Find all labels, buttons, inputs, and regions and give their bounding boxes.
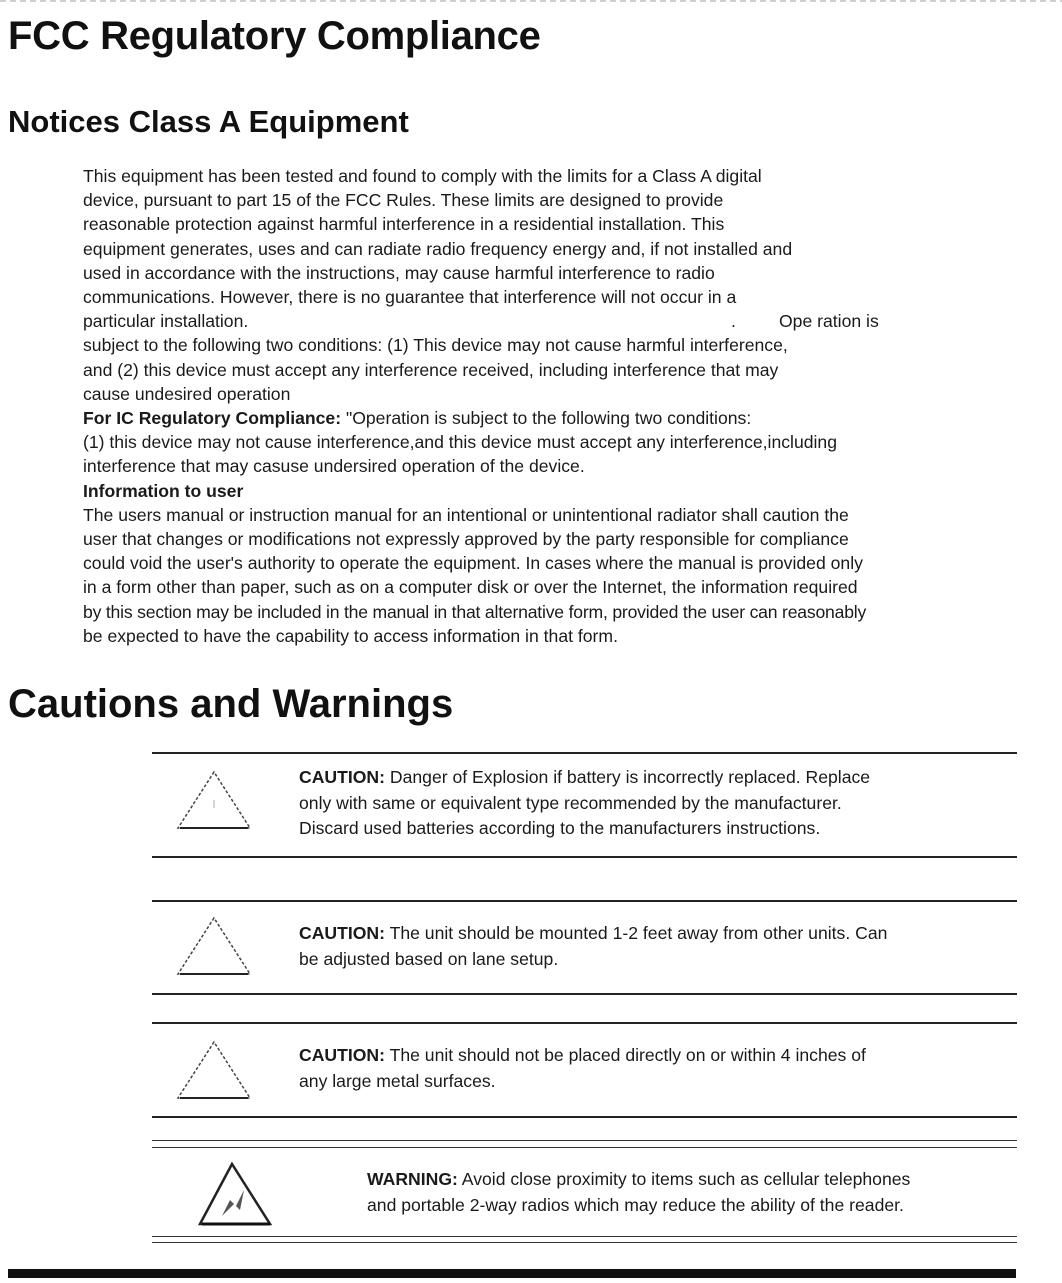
caution-triangle-icon [174, 1036, 254, 1104]
fcc-line: equipment generates, uses and can radiate radio frequency energy and, if not installed and [83, 238, 793, 259]
fcc-line: and (2) this device must accept any interference received, including interference that may [83, 359, 779, 380]
notice-bottom-rule [152, 993, 1017, 995]
fcc-line: cause undesired operation [83, 383, 291, 404]
info-line: The users manual or instruction manual for an intentional or unintentional radiator shall caution the [83, 504, 849, 525]
info-line: could void the user's authority to operate the equipment. In cases where the manual is provided only [83, 553, 863, 574]
notice-top-rule [152, 752, 1017, 754]
footer-rule [8, 1269, 1016, 1278]
top-border-rule [0, 0, 1062, 2]
info-line: in a form other than paper, such as on a computer disk or over the Internet, the information required [83, 577, 858, 598]
caution-notice-battery [152, 752, 1017, 860]
ic-compliance-label: For IC Regulatory Compliance: [83, 408, 342, 429]
fcc-line-operation: Ope ration is [779, 311, 879, 332]
notice-text [299, 921, 1009, 972]
fcc-line-period: . [731, 311, 736, 332]
fcc-line-particular: particular installation. [83, 311, 249, 332]
notice-label: CAUTION: [299, 767, 386, 787]
notice-bottom-rule-double [152, 1242, 1017, 1243]
fcc-line: This equipment has been tested and found to comply with the limits for a Class A digital [83, 166, 762, 186]
info-line: user that changes or modifications not expressly approved by the party responsible for compliance [83, 529, 849, 550]
fcc-line: reasonable protection against harmful interference in a residential installation. This [83, 214, 725, 235]
notice-top-rule [152, 1022, 1017, 1024]
notice-line: Discard used batteries according to the manufacturers instructions. [299, 818, 821, 838]
ic-compliance-text: "Operation is subject to the following two conditions: [341, 408, 752, 429]
notice-line: The unit should not be placed directly on or within 4 inches of [385, 1045, 866, 1065]
notice-line: and portable 2-way radios which may reduce the ability of the reader. [367, 1194, 904, 1215]
notice-text [299, 1043, 1009, 1094]
notice-label: CAUTION: [299, 1045, 386, 1065]
fcc-line: used in accordance with the instructions, may cause harmful interference to radio [83, 262, 715, 283]
electrostatic-warning-icon [194, 1160, 284, 1232]
notice-top-rule [152, 1140, 1017, 1141]
notice-line: be adjusted based on lane setup. [299, 948, 559, 969]
notice-text [299, 765, 1009, 842]
fcc-line: subject to the following two conditions: (1) This device may not cause harmful interference, [83, 335, 788, 356]
ic-line: (1) this device may not cause interference,and this device must accept any interference,including [83, 432, 837, 453]
fcc-line: communications. However, there is no guarantee that interference will not occur in a [83, 287, 737, 308]
section-heading-cautions: Cautions and Warnings [8, 682, 454, 726]
notice-label: CAUTION: [299, 923, 386, 943]
notice-line: only with same or equivalent type recommended by the manufacturer. [299, 792, 842, 813]
warning-notice-radios [152, 1140, 1017, 1246]
notice-bottom-rule [152, 1236, 1017, 1237]
notice-bottom-rule [152, 856, 1017, 858]
notice-top-rule-double [152, 1147, 1017, 1148]
notice-text [367, 1167, 1017, 1218]
fcc-line: device, pursuant to part 15 of the FCC Rules. These limits are designed to provide [83, 190, 724, 211]
info-line: be expected to have the capability to access information in that form. [83, 625, 618, 646]
caution-notice-mounting [152, 900, 1017, 998]
notice-label: WARNING: [367, 1169, 458, 1189]
notice-line: Danger of Explosion if battery is incorrectly replaced. Replace [385, 767, 871, 787]
info-to-user-heading: Information to user [83, 480, 244, 501]
notice-bottom-rule [152, 1116, 1017, 1118]
notice-line: Avoid close proximity to items such as cellular telephones [457, 1169, 911, 1189]
caution-notice-metal [152, 1022, 1017, 1122]
caution-triangle-icon [174, 766, 254, 834]
ic-compliance-line [83, 406, 1058, 430]
section-heading-notices: Notices Class A Equipment [8, 104, 409, 139]
page-title: FCC Regulatory Compliance [8, 14, 541, 58]
notice-top-rule [152, 900, 1017, 902]
fcc-notice-body [83, 164, 1058, 648]
notice-line: any large metal surfaces. [299, 1070, 496, 1091]
info-line: by this section may be included in the manual in that alternative form, provided the user can reasonably [83, 601, 867, 622]
fcc-line-gap [83, 309, 1058, 333]
ic-line: interference that may casuse undersired operation of the device. [83, 456, 585, 477]
notice-line: The unit should be mounted 1-2 feet away from other units. Can [385, 923, 888, 943]
caution-triangle-icon [174, 912, 254, 980]
